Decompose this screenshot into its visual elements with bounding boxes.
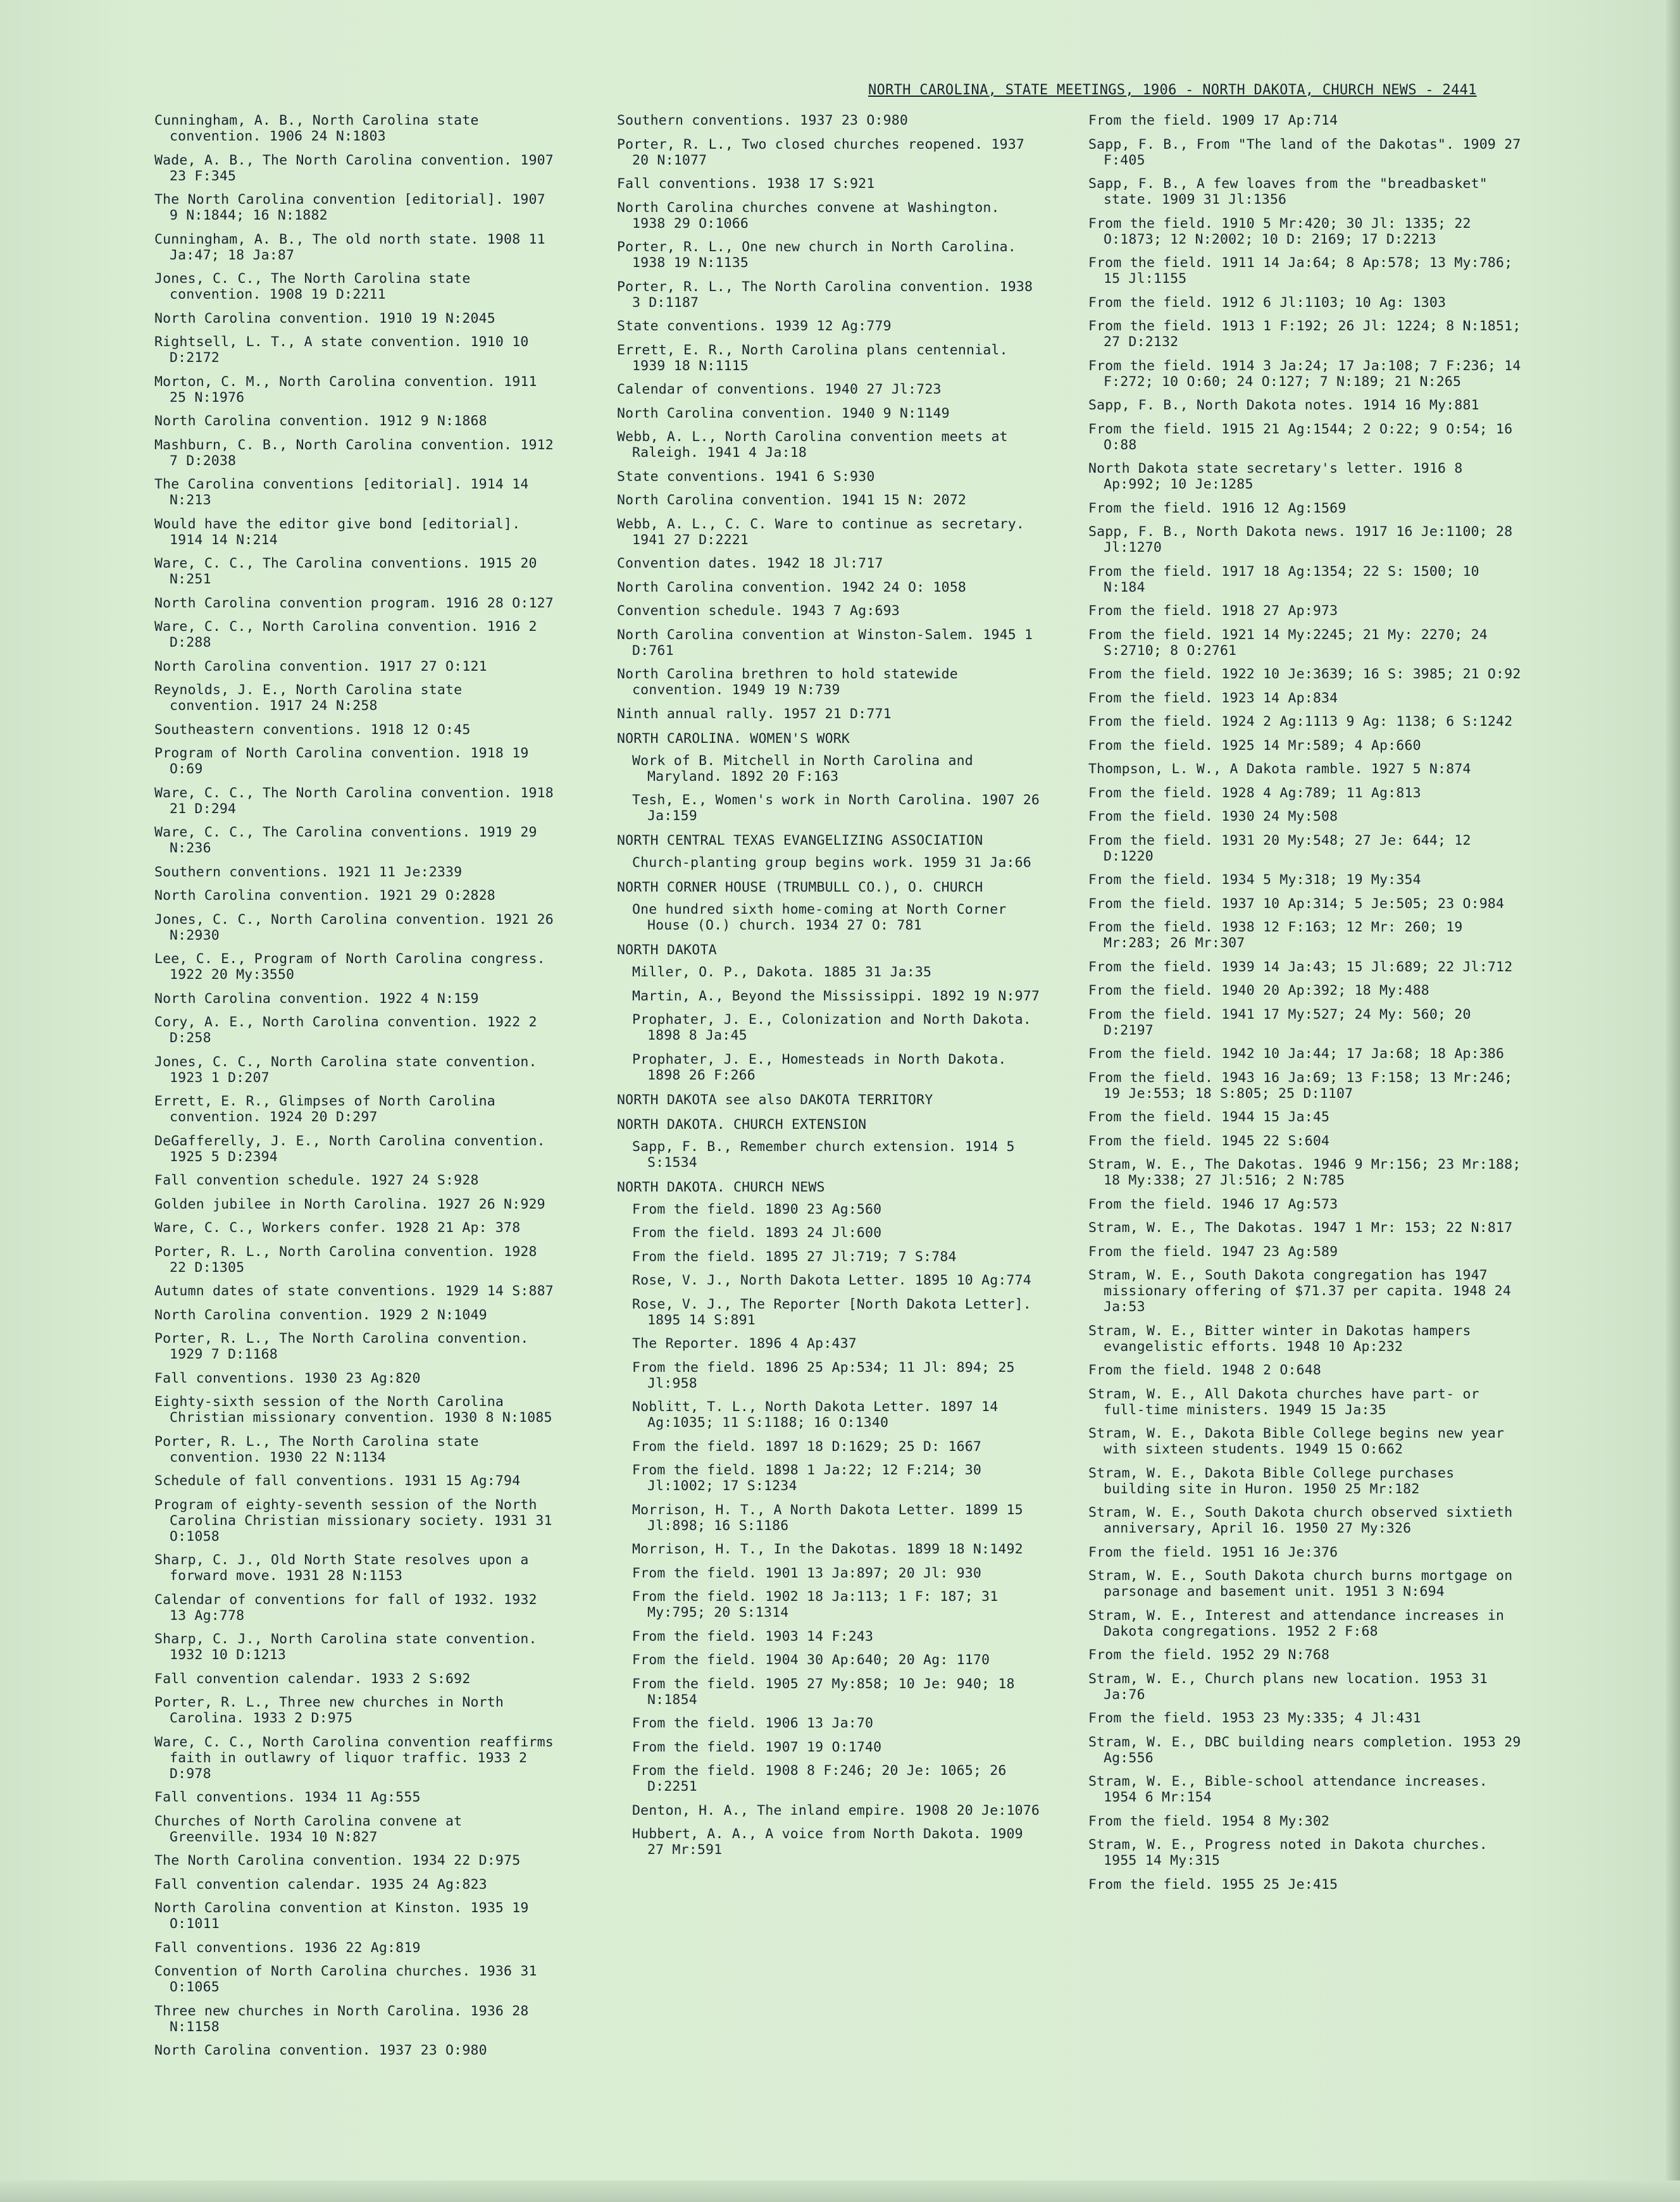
index-entry: Errett, E. R., Glimpses of North Carolina convention. 1924 20 D:297 [154,1093,495,1125]
index-entry: Thompson, L. W., A Dakota ramble. 1927 5 N:874 [1088,761,1471,777]
index-entry: Porter, R. L., The North Carolina state convention. 1930 22 N:1134 [154,1433,479,1465]
index-entry: From the field. 1925 14 Mr:589; 4 Ap:660 [1088,737,1421,754]
index-entry: Stram, W. E., Dakota Bible College purchases building site in Huron. 1950 25 Mr:182 [1088,1465,1455,1497]
index-entry: Fall conventions. 1934 11 Ag:555 [154,1789,421,1805]
index-entry: Southeastern conventions. 1918 12 O:45 [154,721,471,738]
index-entry: North Carolina convention. 1917 27 O:121 [154,658,487,675]
index-entry: From the field. 1903 14 F:243 [632,1628,874,1645]
index-entry: Errett, E. R., North Carolina plans centennial. 1939 18 N:1115 [617,342,1008,374]
index-column-3 [1088,113,1525,1900]
index-entry: Porter, R. L., One new church in North Carolina. 1938 19 N:1135 [617,239,1016,271]
index-entry: Prophater, J. E., Homesteads in North Dakota. 1898 26 F:266 [632,1051,1007,1083]
index-entry: From the field. 1908 8 F:246; 20 Je: 1065; 26 D:2251 [632,1763,1007,1795]
index-entry: Fall conventions. 1930 23 Ag:820 [154,1370,421,1386]
index-entry: The Carolina conventions [editorial]. 1914 14 N:213 [154,476,529,508]
index-entry: Fall conventions. 1936 22 Ag:819 [154,1939,421,1956]
index-entry: From the field. 1930 24 My:508 [1088,809,1338,824]
index-entry: Morton, C. M., North Carolina convention. 1911 25 N:1976 [154,373,537,406]
index-entry: Stram, W. E., South Dakota congregation has 1947 missionary offering of $71.37 per capita. 1948 24 Ja:53 [1088,1267,1512,1315]
index-entry: From the field. 1898 1 Ja:22; 12 F:214; 30 Jl:1002; 17 S:1234 [632,1462,982,1494]
index-entry: North Carolina convention at Kinston. 1935 19 O:1011 [154,1900,529,1932]
index-column-2 [617,113,1041,1866]
index-entry: Porter, R. L., The North Carolina convention. 1938 3 D:1187 [617,278,1033,311]
index-entry: Sapp, F. B., From "The land of the Dakotas". 1909 27 F:405 [1088,136,1521,168]
index-entry: Prophater, J. E., Colonization and North Dakota. 1898 8 Ja:45 [632,1012,1031,1043]
index-entry: Stram, W. E., The Dakotas. 1946 9 Mr:156; 23 Mr:188; 18 My:338; 27 Jl:516; 2 N:785 [1088,1157,1521,1188]
index-entry: Program of eighty-seventh session of the North Carolina Christian missionary society. 1931 31 O:1058 [154,1496,552,1545]
index-entry: From the field. 1937 10 Ap:314; 5 Je:505; 23 O:984 [1088,895,1505,912]
index-entry: From the field. 1928 4 Ag:789; 11 Ag:813 [1088,785,1421,801]
index-entry: The North Carolina convention. 1934 22 D:975 [154,1853,521,1869]
index-entry: From the field. 1923 14 Ap:834 [1088,690,1338,706]
index-entry: From the field. 1940 20 Ap:392; 18 My:488 [1088,983,1429,998]
page-edge-shadow [1666,0,1680,2202]
index-entry: Mashburn, C. B., North Carolina convention. 1912 7 D:2038 [154,437,554,469]
index-entry: From the field. 1916 12 Ag:1569 [1088,500,1347,516]
index-entry: Lee, C. E., Program of North Carolina congress. 1922 20 My:3550 [154,951,545,983]
subject-heading: NORTH CENTRAL TEXAS EVANGELIZING ASSOCIATION [617,833,983,849]
index-entry: North Carolina convention. 1940 9 N:1149 [617,405,950,421]
index-entry: Churches of North Carolina convene at Greenville. 1934 10 N:827 [154,1813,463,1845]
index-entry: Calendar of conventions for fall of 1932. 1932 13 Ag:778 [154,1591,537,1624]
index-entry: From the field. 1946 17 Ag:573 [1088,1196,1338,1212]
index-entry: Jones, C. C., North Carolina state convention. 1923 1 D:207 [154,1054,537,1086]
subject-heading: NORTH CORNER HOUSE (TRUMBULL CO.), O. CHURCH [617,880,983,895]
index-entry: Morrison, H. T., A North Dakota Letter. 1899 15 Jl:898; 16 S:1186 [632,1502,1023,1534]
index-entry: Stram, W. E., Interest and attendance increases in Dakota congregations. 1952 2 F:68 [1088,1607,1505,1639]
index-entry: Fall conventions. 1938 17 S:921 [617,176,875,192]
index-entry: From the field. 1893 24 Jl:600 [632,1225,882,1241]
index-entry: Noblitt, T. L., North Dakota Letter. 1897 14 Ag:1035; 11 S:1188; 16 O:1340 [632,1399,999,1431]
index-entry: Fall convention calendar. 1933 2 S:692 [154,1670,471,1687]
index-entry: Would have the editor give bond [editorial]. 1914 14 N:214 [154,516,521,548]
index-entry: Convention schedule. 1943 7 Ag:693 [617,603,900,619]
index-entry: From the field. 1914 3 Ja:24; 17 Ja:108; 7 F:236; 14 F:272; 10 O:60; 24 O:127; 7 N:189; 21 N:265 [1088,358,1521,390]
index-entry: From the field. 1951 16 Je:376 [1088,1544,1338,1560]
index-entry: From the field. 1911 14 Ja:64; 8 Ap:578; 13 My:786; 15 Jl:1155 [1088,255,1513,287]
index-entry: North Carolina brethren to hold statewide convention. 1949 19 N:739 [617,666,958,698]
index-entry: From the field. 1955 25 Je:415 [1088,1876,1338,1893]
index-entry: Sapp, F. B., A few loaves from the "breadbasket" state. 1909 31 Jl:1356 [1088,176,1488,208]
index-entry: Sapp, F. B., North Dakota news. 1917 16 Je:1100; 28 Jl:1270 [1088,524,1513,556]
index-entry: State conventions. 1941 6 S:930 [617,468,875,485]
index-entry: Schedule of fall conventions. 1931 15 Ag:794 [154,1473,521,1489]
index-entry: Stram, W. E., South Dakota church burns mortgage on parsonage and basement unit. 1951 3 N:694 [1088,1568,1513,1600]
subject-heading: NORTH DAKOTA [617,942,717,958]
index-entry: From the field. 1942 10 Ja:44; 17 Ja:68; 18 Ap:386 [1088,1046,1505,1062]
index-entry: From the field. 1953 23 My:335; 4 Jl:431 [1088,1710,1421,1726]
index-entry: From the field. 1947 23 Ag:589 [1088,1243,1338,1260]
index-entry: From the field. 1901 13 Ja:897; 20 Jl: 930 [632,1565,982,1581]
index-entry: North Carolina convention. 1921 29 O:2828 [154,888,495,904]
index-entry: From the field. 1906 13 Ja:70 [632,1715,874,1731]
index-entry: From the field. 1912 6 Jl:1103; 10 Ag: 1303 [1088,294,1447,311]
index-entry: From the field. 1922 10 Je:3639; 16 S: 3985; 21 O:92 [1088,666,1521,682]
index-entry: The North Carolina convention [editorial]. 1907 9 N:1844; 16 N:1882 [154,192,545,223]
index-entry: Calendar of conventions. 1940 27 Jl:723 [617,382,942,397]
index-entry: Golden jubilee in North Carolina. 1927 26 N:929 [154,1196,545,1212]
index-entry: From the field. 1915 21 Ag:1544; 2 O:22; 9 O:54; 16 O:88 [1088,421,1513,453]
index-entry: Convention dates. 1942 18 Jl:717 [617,556,883,571]
index-entry: Porter, R. L., The North Carolina convention. 1929 7 D:1168 [154,1331,529,1362]
index-entry: Sharp, C. J., North Carolina state convention. 1932 10 D:1213 [154,1631,537,1663]
index-entry: Cunningham, A. B., The old north state. 1908 11 Ja:47; 18 Ja:87 [154,231,545,263]
index-entry: Autumn dates of state conventions. 1929 14 S:887 [154,1283,554,1299]
index-entry: From the field. 1917 18 Ag:1354; 22 S: 1500; 10 N:184 [1088,563,1479,595]
index-entry: The Reporter. 1896 4 Ap:437 [632,1336,857,1352]
index-entry: Tesh, E., Women's work in North Carolina. 1907 26 Ja:159 [632,792,1040,824]
index-entry: From the field. 1909 17 Ap:714 [1088,113,1338,128]
index-entry: Ware, C. C., The Carolina conventions. 1919 29 N:236 [154,824,537,856]
index-entry: From the field. 1938 12 F:163; 12 Mr: 260; 19 Mr:283; 26 Mr:307 [1088,919,1463,951]
index-entry: North Carolina convention. 1912 9 N:1868 [154,413,487,429]
index-entry: Morrison, H. T., In the Dakotas. 1899 18 N:1492 [632,1541,1023,1557]
index-entry: Martin, A., Beyond the Mississippi. 1892 19 N:977 [632,988,1040,1004]
index-entry: From the field. 1939 14 Ja:43; 15 Jl:689; 22 Jl:712 [1088,959,1513,975]
index-entry: Rightsell, L. T., A state convention. 1910 10 D:2172 [154,334,529,366]
index-entry: From the field. 1896 25 Ap:534; 11 Jl: 894; 25 Jl:958 [632,1359,1015,1391]
index-entry: From the field. 1913 1 F:192; 26 Jl: 1224; 8 N:1851; 27 D:2132 [1088,318,1521,350]
index-entry: From the field. 1890 23 Ag:560 [632,1201,882,1217]
index-entry: From the field. 1910 5 Mr:420; 30 Jl: 1335; 22 O:1873; 12 N:2002; 10 D: 2169; 17 D:2213 [1088,215,1471,247]
index-entry: Fall convention schedule. 1927 24 S:928 [154,1173,479,1188]
index-entry: Webb, A. L., North Carolina convention meets at Raleigh. 1941 4 Ja:18 [617,429,1008,461]
subject-heading: NORTH DAKOTA. CHURCH NEWS [617,1179,825,1195]
index-entry: Program of North Carolina convention. 1918 19 O:69 [154,745,529,777]
index-entry: Wade, A. B., The North Carolina convention. 1907 23 F:345 [154,152,554,184]
index-entry: From the field. 1944 15 Ja:45 [1088,1109,1330,1125]
index-entry: Stram, W. E., All Dakota churches have part- or full-time ministers. 1949 15 Ja:35 [1088,1386,1479,1418]
index-entry: Webb, A. L., C. C. Ware to continue as secretary. 1941 27 D:2221 [617,516,1025,548]
index-entry: From the field. 1941 17 My:527; 24 My: 560; 20 D:2197 [1088,1006,1471,1038]
index-entry: From the field. 1918 27 Ap:973 [1088,603,1338,619]
index-entry: From the field. 1902 18 Ja:113; 1 F: 187; 31 My:795; 20 S:1314 [632,1589,999,1620]
index-entry: Porter, R. L., Three new churches in North Carolina. 1933 2 D:975 [154,1695,504,1726]
index-entry: Stram, W. E., The Dakotas. 1947 1 Mr: 153; 22 N:817 [1088,1220,1513,1236]
index-entry: North Carolina convention. 1910 19 N:2045 [154,310,495,327]
index-entry: DeGafferelly, J. E., North Carolina convention. 1925 5 D:2394 [154,1133,545,1165]
index-entry: North Carolina convention. 1922 4 N:159 [154,990,479,1007]
index-entry: Sharp, C. J., Old North State resolves upon a forward move. 1931 28 N:1153 [154,1552,529,1584]
index-entry: From the field. 1895 27 Jl:719; 7 S:784 [632,1248,957,1265]
index-entry: Southern conventions. 1921 11 Je:2339 [154,864,463,880]
index-entry: Miller, O. P., Dakota. 1885 31 Ja:35 [632,964,932,980]
index-entry: From the field. 1904 30 Ap:640; 20 Ag: 1170 [632,1652,990,1668]
index-entry: From the field. 1943 16 Ja:69; 13 F:158; 13 Mr:246; 19 Je:553; 18 S:805; 25 D:1107 [1088,1069,1513,1102]
index-entry: North Carolina convention. 1941 15 N: 2072 [617,492,967,508]
index-entry: Sapp, F. B., Remember church extension. 1914 5 S:1534 [632,1138,1015,1171]
index-entry: Ware, C. C., North Carolina convention. 1916 2 D:288 [154,619,537,650]
index-entry: Fall convention calendar. 1935 24 Ag:823 [154,1876,487,1893]
index-entry: Work of B. Mitchell in North Carolina and Maryland. 1892 20 F:163 [632,752,973,785]
index-entry: Stram, W. E., Bible-school attendance increases. 1954 6 Mr:154 [1088,1774,1488,1805]
index-entry: Southern conventions. 1937 23 O:980 [617,113,909,128]
index-entry: Stram, W. E., Church plans new location. 1953 31 Ja:76 [1088,1670,1488,1703]
index-entry: North Carolina convention at Winston-Salem. 1945 1 D:761 [617,626,1033,659]
index-entry: Church-planting group begins work. 1959 31 Ja:66 [632,855,1031,871]
index-entry: Stram, W. E., South Dakota church observed sixtieth anniversary, April 16. 1950 27 My:326 [1088,1505,1513,1536]
page-bottom-edge [0,2180,1680,2202]
index-entry: Rose, V. J., The Reporter [North Dakota Letter]. 1895 14 S:891 [632,1296,1031,1328]
index-entry: Stram, W. E., Dakota Bible College begins new year with sixteen students. 1949 15 O:662 [1088,1426,1505,1457]
index-entry: Porter, R. L., North Carolina convention. 1928 22 D:1305 [154,1243,537,1276]
index-entry: Eighty-sixth session of the North Carolina Christian missionary convention. 1930 8 N:1085 [154,1394,552,1426]
index-entry: Rose, V. J., North Dakota Letter. 1895 10 Ag:774 [632,1272,1031,1288]
index-entry: North Dakota state secretary's letter. 1916 8 Ap:992; 10 Je:1285 [1088,461,1463,492]
index-entry: From the field. 1921 14 My:2245; 21 My: 2270; 24 S:2710; 8 O:2761 [1088,626,1488,659]
subject-heading: NORTH DAKOTA. CHURCH EXTENSION [617,1116,867,1133]
index-entry: Cunningham, A. B., North Carolina state convention. 1906 24 N:1803 [154,113,479,144]
index-entry: Reynolds, J. E., North Carolina state convention. 1917 24 N:258 [154,682,463,714]
index-entry: From the field. 1924 2 Ag:1113 9 Ag: 1138; 6 S:1242 [1088,714,1513,730]
index-entry: Denton, H. A., The inland empire. 1908 20 Je:1076 [632,1802,1040,1819]
index-entry: Cory, A. E., North Carolina convention. 1922 2 D:258 [154,1014,537,1046]
index-entry: Ware, C. C., The Carolina conventions. 1915 20 N:251 [154,556,537,587]
index-entry: From the field. 1948 2 O:648 [1088,1362,1322,1378]
index-entry: Stram, W. E., Bitter winter in Dakotas hampers evangelistic efforts. 1948 10 Ap:232 [1088,1322,1471,1355]
index-entry: Ware, C. C., North Carolina convention reaffirms faith in outlawry of liquor traffic. 1933 2 D:978 [154,1734,554,1782]
index-entry: Sapp, F. B., North Dakota notes. 1914 16 My:881 [1088,397,1479,413]
index-entry: From the field. 1952 29 N:768 [1088,1647,1330,1663]
index-entry: One hundred sixth home-coming at North Corner House (O.) church. 1934 27 O: 781 [632,902,1007,933]
index-entry: Stram, W. E., Progress noted in Dakota churches. 1955 14 My:315 [1088,1837,1488,1869]
index-entry: From the field. 1907 19 O:1740 [632,1739,882,1755]
index-entry: Ninth annual rally. 1957 21 D:771 [617,706,892,722]
index-entry: From the field. 1945 22 S:604 [1088,1133,1330,1149]
index-entry: North Carolina convention. 1942 24 O: 1058 [617,579,967,595]
subject-heading: NORTH CAROLINA. WOMEN'S WORK [617,730,850,747]
index-entry: Convention of North Carolina churches. 1936 31 O:1065 [154,1963,537,1995]
index-entry: North Carolina convention. 1929 2 N:1049 [154,1307,487,1323]
index-entry: Ware, C. C., Workers confer. 1928 21 Ap: 378 [154,1220,521,1236]
index-entry: Stram, W. E., DBC building nears completion. 1953 29 Ag:556 [1088,1734,1521,1766]
index-entry: From the field. 1905 27 My:858; 10 Je: 940; 18 N:1854 [632,1676,1015,1708]
index-column-1 [154,113,559,2067]
index-entry: Ware, C. C., The North Carolina convention. 1918 21 D:294 [154,785,554,817]
index-entry: State conventions. 1939 12 Ag:779 [617,318,892,334]
index-entry: From the field. 1934 5 My:318; 19 My:354 [1088,872,1421,888]
index-entry: Jones, C. C., The North Carolina state convention. 1908 19 D:2211 [154,271,471,302]
index-entry: Hubbert, A. A., A voice from North Dakota. 1909 27 Mr:591 [632,1826,1023,1858]
running-header: NORTH CAROLINA, STATE MEETINGS, 1906 - NORTH DAKOTA, CHURCH NEWS - 2441 [868,82,1477,98]
index-entry: Porter, R. L., Two closed churches reopened. 1937 20 N:1077 [617,136,1025,168]
index-entry: North Carolina churches convene at Washington. 1938 29 O:1066 [617,199,1000,232]
index-entry: From the field. 1954 8 My:302 [1088,1813,1330,1829]
index-entry: From the field. 1931 20 My:548; 27 Je: 644; 12 D:1220 [1088,832,1471,864]
subject-heading: NORTH DAKOTA see also DAKOTA TERRITORY [617,1092,933,1108]
index-entry: Jones, C. C., North Carolina convention. 1921 26 N:2930 [154,911,554,943]
index-entry: North Carolina convention. 1937 23 O:980 [154,2043,487,2058]
index-entry: Three new churches in North Carolina. 1936 28 N:1158 [154,2003,529,2035]
index-entry: From the field. 1897 18 D:1629; 25 D: 1667 [632,1438,982,1455]
index-entry: North Carolina convention program. 1916 28 O:127 [154,595,554,611]
